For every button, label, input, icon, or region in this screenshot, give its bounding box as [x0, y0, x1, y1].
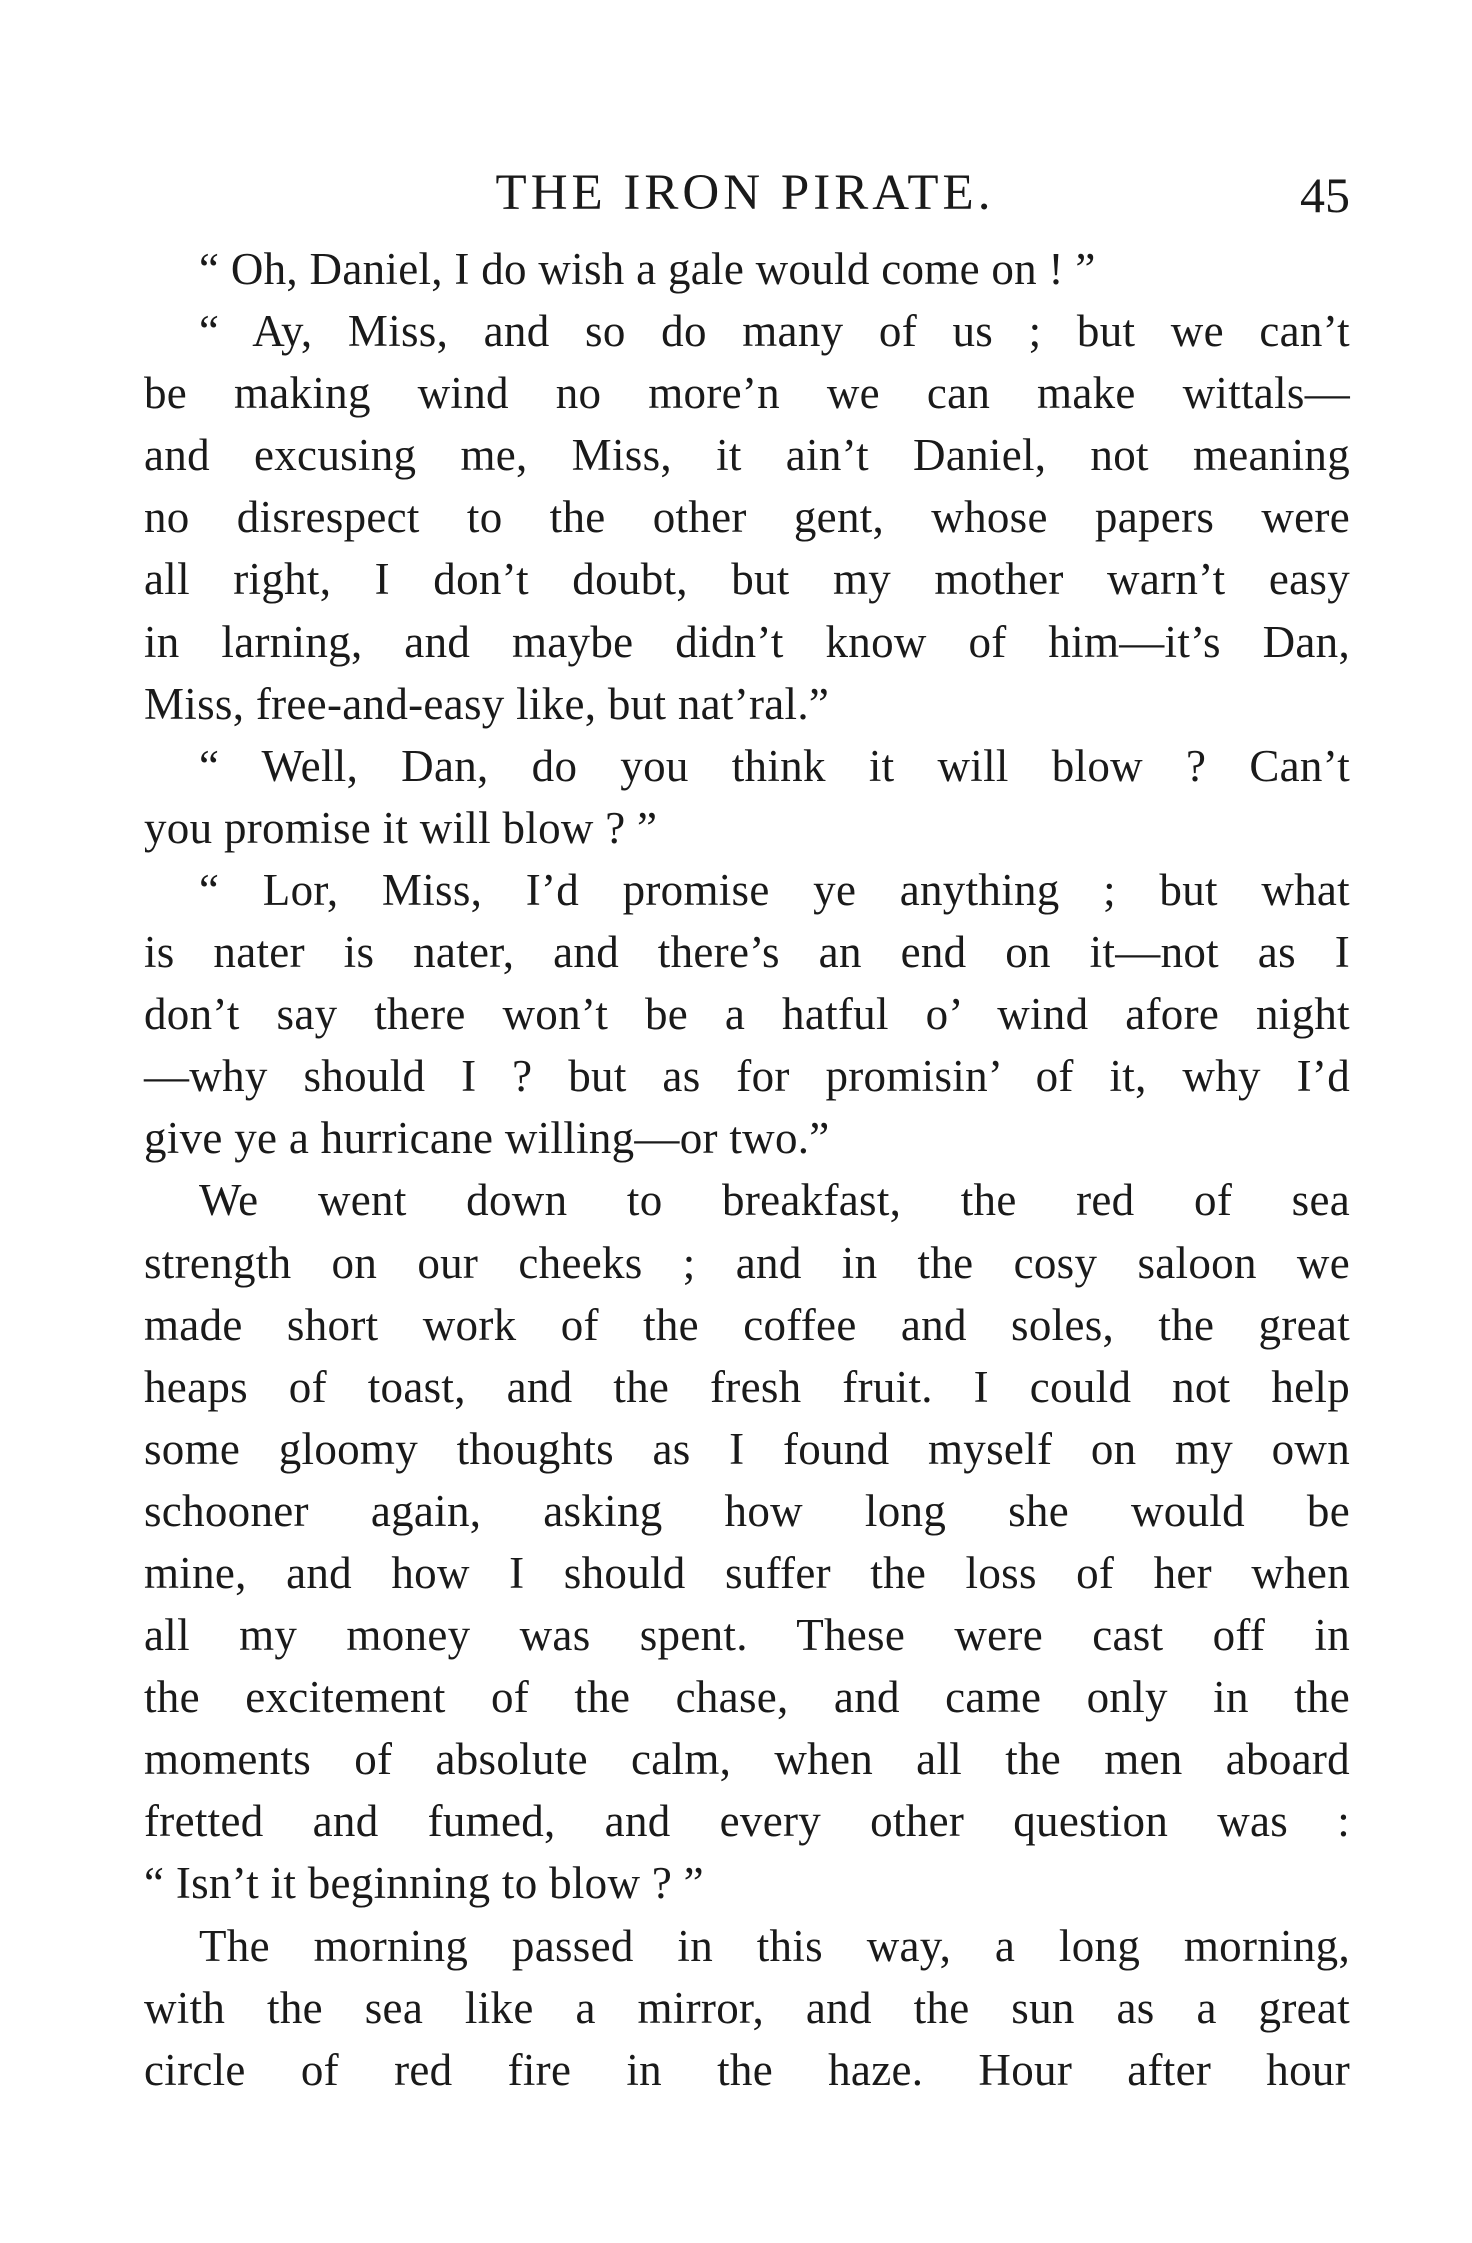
- text-line: schooner again, asking how long she would be: [144, 1485, 1350, 1536]
- text-line: in larning, and maybe didn’t know of him—it’s Dan,: [144, 616, 1350, 667]
- text-line: “ Lor, Miss, I’d promise ye anything ; but what: [199, 864, 1350, 915]
- text-line: Miss, free-and-easy like, but nat’ral.”: [144, 678, 830, 729]
- text-line: some gloomy thoughts as I found myself on my own: [144, 1423, 1350, 1474]
- text-line: circle of red fire in the haze. Hour after hour: [144, 2044, 1350, 2095]
- text-line: moments of absolute calm, when all the men aboard: [144, 1734, 1350, 1785]
- text-line: the excitement of the chase, and came only in the: [144, 1672, 1350, 1723]
- text-line: “ Oh, Daniel, I do wish a gale would come on ! ”: [199, 244, 1096, 294]
- text-line: no disrespect to the other gent, whose papers were: [144, 492, 1350, 543]
- text-line: all my money was spent. These were cast off in: [144, 1610, 1350, 1661]
- text-line: “ Isn’t it beginning to blow ? ”: [144, 1858, 704, 1909]
- text-line: made short work of the coffee and soles, the great: [144, 1299, 1350, 1350]
- text-line: you promise it will blow ? ”: [144, 802, 658, 853]
- text-line: all right, I don’t doubt, but my mother warn’t easy: [144, 554, 1350, 605]
- text-line: strength on our cheeks ; and in the cosy saloon we: [144, 1237, 1350, 1288]
- text-line: is nater is nater, and there’s an end on it—not as I: [144, 927, 1350, 978]
- body-text: [144, 238, 1350, 2101]
- text-line: We went down to breakfast, the red of sea: [199, 1175, 1350, 1226]
- text-line: fretted and fumed, and every other question was :: [144, 1796, 1350, 1847]
- text-line: “ Well, Dan, do you think it will blow ? Can’t: [199, 740, 1350, 791]
- text-line: —why should I ? but as for promisin’ of it, why I’d: [144, 1051, 1350, 1102]
- text-line: “ Ay, Miss, and so do many of us ; but we can’t: [199, 306, 1350, 357]
- text-line: mine, and how I should suffer the loss of her when: [144, 1547, 1350, 1598]
- text-line: with the sea like a mirror, and the sun as a great: [144, 1982, 1350, 2033]
- text-line: give ye a hurricane willing—or two.”: [144, 1113, 830, 1164]
- running-head: [140, 158, 1350, 228]
- running-title: THE IRON PIRATE.: [495, 165, 995, 221]
- text-line: heaps of toast, and the fresh fruit. I could not help: [144, 1361, 1350, 1412]
- text-line: be making wind no more’n we can make wittals—: [144, 368, 1350, 419]
- text-line: don’t say there won’t be a hatful o’ wind afore night: [144, 989, 1350, 1040]
- text-line: The morning passed in this way, a long morning,: [199, 1920, 1350, 1971]
- page-number: 45: [1300, 167, 1350, 223]
- text-line: and excusing me, Miss, it ain’t Daniel, not meaning: [144, 430, 1350, 481]
